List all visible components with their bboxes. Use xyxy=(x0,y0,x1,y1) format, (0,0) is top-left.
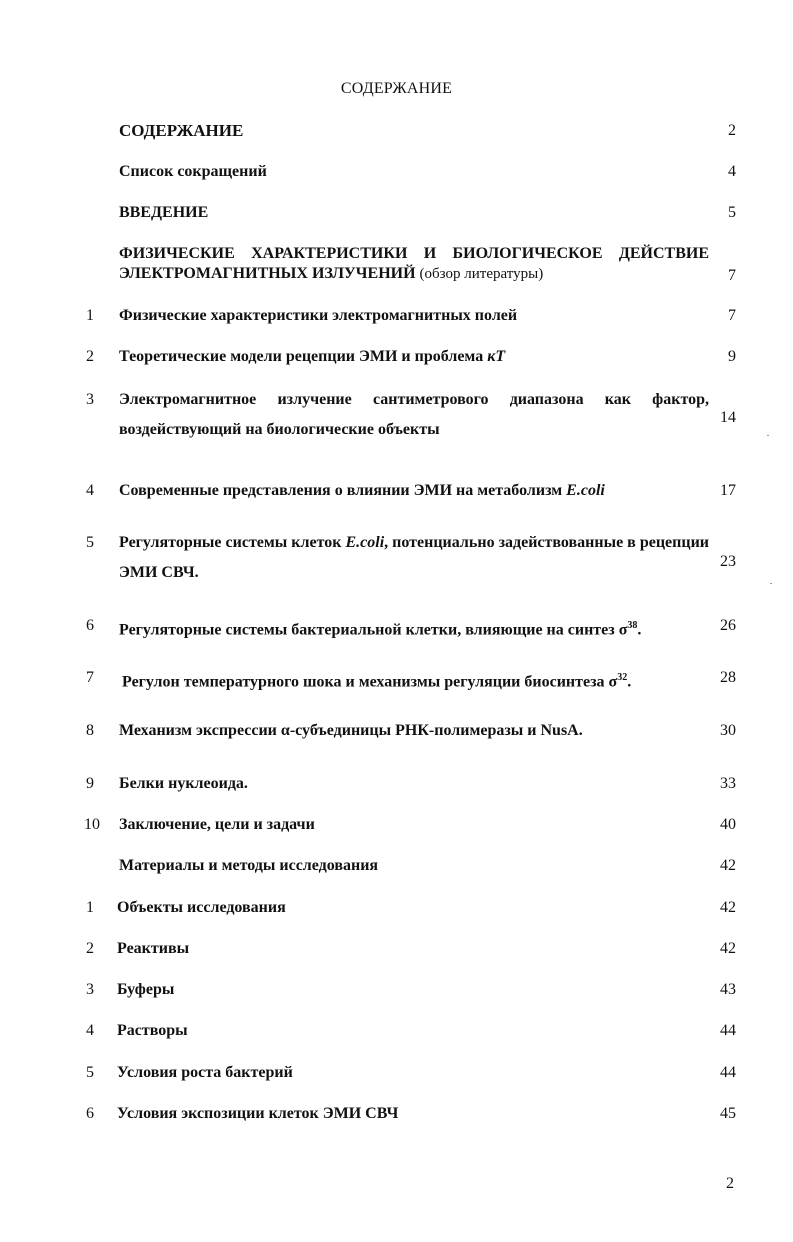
toc-entry-page: 42 xyxy=(720,857,736,874)
toc-entry-page: 26 xyxy=(720,617,736,634)
toc-entry-title xyxy=(119,481,709,501)
toc-entry-title: Условия роста бактерий xyxy=(117,1064,293,1081)
toc-entry-page: 28 xyxy=(720,669,736,686)
scan-speck xyxy=(770,583,772,584)
toc-entry-number: 3 xyxy=(86,981,94,998)
toc-entry-page: 44 xyxy=(720,1064,736,1081)
toc-entry-title: Растворы xyxy=(117,1022,188,1039)
toc-entry-number: 2 xyxy=(86,348,94,365)
toc-entry-page: 2 xyxy=(728,122,736,139)
toc-entry-page: 33 xyxy=(720,775,736,792)
toc-entry-title-italic: кТ xyxy=(487,348,506,365)
toc-entry-page: 17 xyxy=(720,482,736,499)
toc-entry-title xyxy=(119,528,709,588)
toc-entry-title-end: . xyxy=(637,621,642,639)
toc-entry-title: СОДЕРЖАНИЕ xyxy=(119,121,244,140)
toc-entry-title-main: Регуляторные системы бактериальной клетки, влияющие на синтез σ xyxy=(119,621,628,639)
toc-entry-title-line2 xyxy=(119,264,709,284)
toc-entry-title: Белки нуклеоида. xyxy=(119,775,248,792)
toc-entry-number: 7 xyxy=(86,669,94,686)
toc-entry-title-main: Современные представления о влиянии ЭМИ на метаболизм xyxy=(119,482,563,499)
toc-entry-title: Объекты исследования xyxy=(117,899,286,916)
toc-entry-title xyxy=(119,616,709,640)
toc-entry-number: 4 xyxy=(86,482,94,499)
toc-entry-page: 23 xyxy=(720,553,736,570)
toc-entry-page: 45 xyxy=(720,1105,736,1122)
toc-entry-title-italic: E.coli xyxy=(345,534,385,551)
toc-entry-page: 42 xyxy=(720,940,736,957)
toc-entry-number: 4 xyxy=(86,1022,94,1039)
toc-entry-title xyxy=(119,244,709,284)
toc-entry-page: 9 xyxy=(728,348,736,365)
toc-entry-number: 2 xyxy=(86,940,94,957)
toc-entry-title: Материалы и методы исследования xyxy=(119,857,379,874)
toc-entry-title-italic: E.coli xyxy=(566,482,605,499)
toc-entry-number: 1 xyxy=(86,899,94,916)
toc-entry-page: 5 xyxy=(728,204,736,221)
toc-entry-page: 14 xyxy=(720,409,736,426)
toc-entry-page: 7 xyxy=(728,307,736,324)
toc-entry-title: Физические характеристики электромагнитных полей xyxy=(119,307,518,324)
toc-entry-title-line1: ФИЗИЧЕСКИЕ ХАРАКТЕРИСТИКИ И БИОЛОГИЧЕСКОЕ ДЕЙСТВИЕ xyxy=(119,245,709,262)
toc-entry-page: 42 xyxy=(720,899,736,916)
toc-entry-page: 30 xyxy=(720,722,736,739)
toc-entry-title-main: Регулон температурного шока и механизмы регуляции биосинтеза σ xyxy=(122,673,618,691)
toc-entry-title-main: ЭЛЕКТРОМАГНИТНЫХ ИЗЛУЧЕНИЙ xyxy=(119,265,416,282)
toc-entry-title: Список сокращений xyxy=(119,163,267,180)
toc-entry-title-main: Теоретические модели рецепции ЭМИ и проблема xyxy=(119,348,484,365)
scan-speck xyxy=(767,435,769,436)
toc-entry-title: Буферы xyxy=(117,981,175,998)
toc-entry-title-superscript: 38 xyxy=(627,620,638,631)
page-title: СОДЕРЖАНИЕ xyxy=(340,80,453,97)
toc-entry-title: Механизм экспрессии α-субъединицы РНК-полимеразы и NusA. xyxy=(119,722,583,739)
toc-entry-number: 3 xyxy=(86,391,94,408)
toc-entry-page: 4 xyxy=(728,163,736,180)
page-number: 2 xyxy=(726,1175,734,1192)
toc-entry-title: Заключение, цели и задачи xyxy=(119,816,315,833)
toc-entry-number: 5 xyxy=(86,1064,94,1081)
toc-entry-number: 6 xyxy=(86,617,94,634)
toc-entry-page: 44 xyxy=(720,1022,736,1039)
toc-entry-page: 7 xyxy=(728,267,736,284)
toc-entry-number: 8 xyxy=(86,722,94,739)
toc-entry-title-end: . xyxy=(627,673,632,691)
toc-entry-title-part-c: , потенциально задействованные в рецепции ЭМИ СВЧ. xyxy=(119,534,710,581)
toc-entry-title: Условия экспозиции клеток ЭМИ СВЧ xyxy=(117,1105,399,1122)
toc-entry-page: 43 xyxy=(720,981,736,998)
toc-entry-number: 6 xyxy=(86,1105,94,1122)
toc-entry-title-superscript: 32 xyxy=(617,672,628,683)
toc-entry-title-tail: (обзор литературы) xyxy=(419,266,544,282)
toc-entry-title xyxy=(119,347,709,367)
toc-entry-number: 10 xyxy=(84,816,100,833)
toc-entry-page: 40 xyxy=(720,816,736,833)
toc-entry-title: ВВЕДЕНИЕ xyxy=(119,204,209,221)
toc-entry-title: Реактивы xyxy=(117,940,190,957)
toc-entry-title xyxy=(122,668,712,692)
toc-entry-number: 5 xyxy=(86,534,94,551)
toc-entry-title-part-a: Регуляторные системы клеток xyxy=(119,534,342,551)
toc-entry-number: 9 xyxy=(86,775,94,792)
toc-entry-number: 1 xyxy=(86,307,94,324)
toc-entry-title: Электромагнитное излучение сантиметрового диапазона как фактор, воздействующий на биологические объекты xyxy=(119,391,709,438)
